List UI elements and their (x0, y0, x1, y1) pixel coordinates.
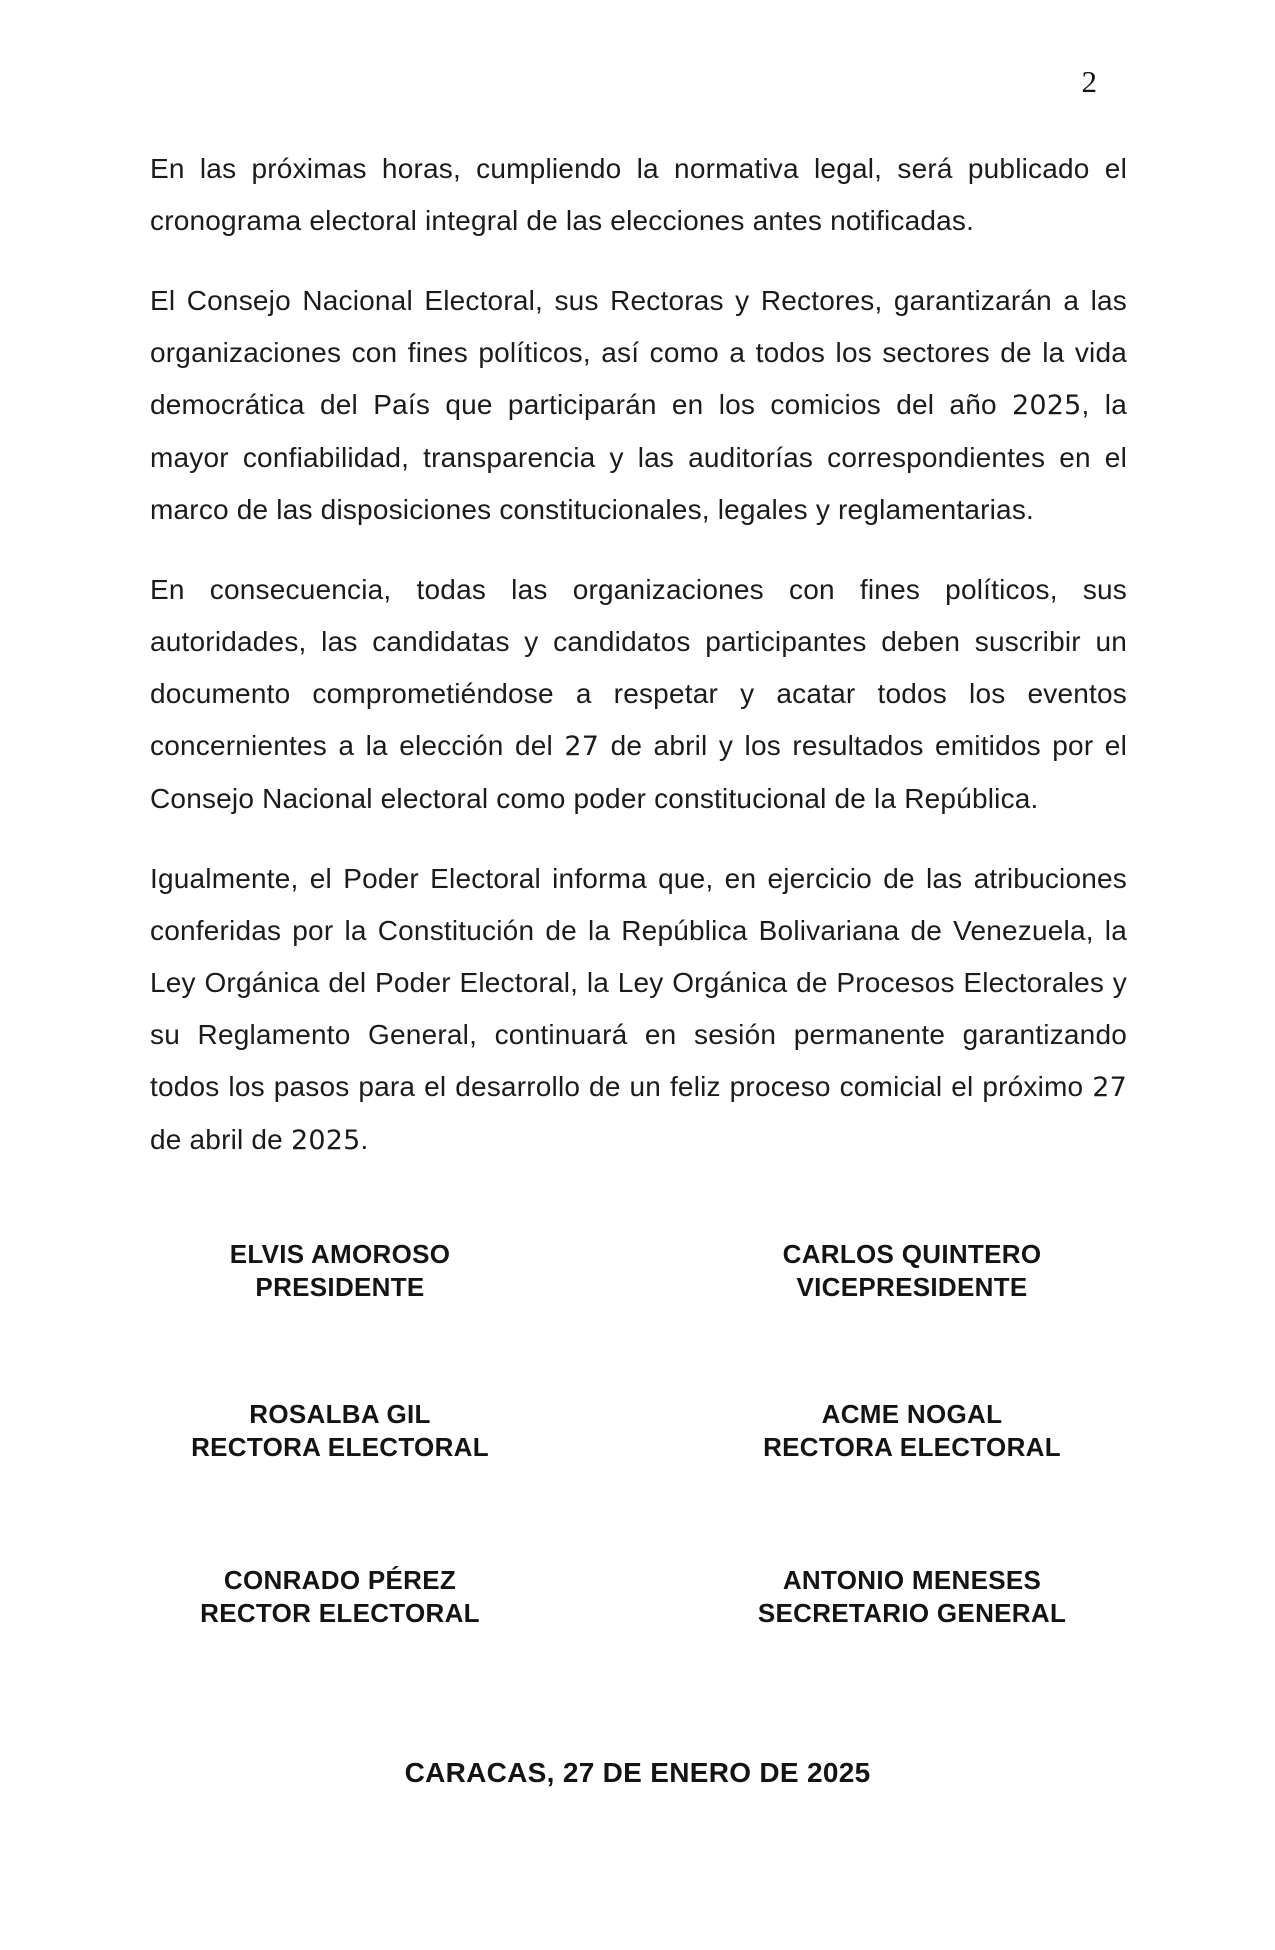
number-emphasis: 2025 (1012, 390, 1082, 421)
number-emphasis: 2025 (290, 1125, 361, 1156)
signature-block-rector (150, 1564, 530, 1630)
signature-block-president (150, 1238, 530, 1304)
signature-row (150, 1398, 1127, 1464)
paragraph (150, 853, 1127, 1167)
signature-row (150, 1238, 1127, 1304)
signature-name: CONRADO PÉREZ (223, 1565, 457, 1595)
text-segment: En consecuencia, todas las organizaciones con fines políticos, sus autoridades, las candidatas y candidatos participantes deben suscribir un documento comprometiéndose a respetar y acatar todos los eventos concernientes a la elección del (150, 574, 1127, 761)
number-emphasis: 27 (1092, 1072, 1127, 1103)
signature-name: CARLOS QUINTERO (782, 1239, 1042, 1269)
page-number: 2 (1081, 64, 1097, 99)
signature-title: RECTORA ELECTORAL (191, 1432, 489, 1462)
paragraph (150, 275, 1127, 536)
text-segment: . (360, 1124, 369, 1155)
signature-name: ROSALBA GIL (249, 1399, 431, 1429)
text-segment: Igualmente, el Poder Electoral informa que, en ejercicio de las atribuciones conferidas por la Constitución de la República Bolivariana de Venezuela, la Ley Orgánica del Poder Electoral, la Ley Orgánica de Procesos Electorales y su Reglamento General, continuará en sesión permanente garantizando todos los pasos para el desarrollo de un feliz proceso comicial el próximo (150, 863, 1127, 1102)
text-segment: de abril de (150, 1124, 291, 1155)
text-segment: , la mayor confiabilidad, transparencia y las auditorías correspondientes en el marco de las disposiciones constitucionales, legales y reglamentarias. (150, 389, 1127, 525)
text-segment: En las próximas horas, cumpliendo la normativa legal, será publicado el cronograma electoral integral de las elecciones antes notificadas. (150, 153, 1127, 236)
number-emphasis: 27 (564, 731, 600, 762)
signature-title: SECRETARIO GENERAL (757, 1598, 1067, 1628)
signature-title: RECTORA ELECTORAL (763, 1432, 1061, 1462)
document-body (150, 143, 1127, 1195)
signature-name: ELVIS AMOROSO (229, 1239, 451, 1269)
signature-title: RECTOR ELECTORAL (200, 1598, 480, 1628)
signature-title: PRESIDENTE (255, 1272, 425, 1302)
signature-title: VICEPRESIDENTE (796, 1272, 1028, 1302)
signature-name: ANTONIO MENESES (782, 1565, 1042, 1595)
paragraph (150, 564, 1127, 825)
text-segment: de abril y los resultados emitidos por el Consejo Nacional electoral como poder constitucional de la República. (150, 730, 1127, 814)
signature-block-rectora-2 (697, 1398, 1127, 1464)
signature-block-secretario (697, 1564, 1127, 1630)
document-footer: CARACAS, 27 DE ENERO DE 2025 (404, 1757, 871, 1788)
paragraph (150, 143, 1127, 247)
text-segment: El Consejo Nacional Electoral, sus Rectoras y Rectores, garantizarán a las organizaciones con fines políticos, así como a todos los sectores de la vida democrática del País que participarán en los comicios del año (150, 285, 1127, 420)
signature-block-vicepresident (697, 1238, 1127, 1304)
signature-block-rectora-1 (150, 1398, 530, 1464)
signature-name: ACME NOGAL (821, 1399, 1003, 1429)
signature-row (150, 1564, 1127, 1630)
